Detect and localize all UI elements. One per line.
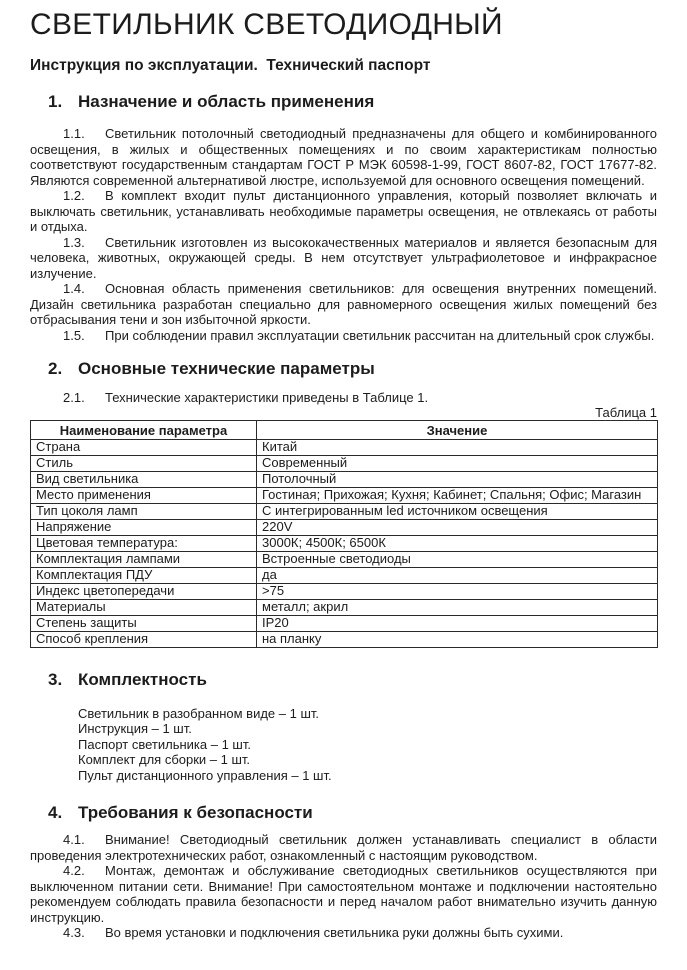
param-cell: Тип цоколя ламп xyxy=(31,503,257,519)
column-header-value: Значение xyxy=(257,420,658,439)
kit-list-item-passport: Паспорт светильника – 1 шт. xyxy=(78,736,251,752)
paragraph-1-4 xyxy=(30,281,657,328)
paragraph-2-1-number: 2.1. xyxy=(63,390,85,405)
spec-table xyxy=(30,420,658,648)
kit-list-item-lamp: Светильник в разобранном виде – 1 шт. xyxy=(78,705,320,721)
section-1-heading xyxy=(30,92,657,112)
section-3-number: 3. xyxy=(48,669,63,689)
paragraph-1-2 xyxy=(30,188,657,235)
paragraph-4-3-number: 4.3. xyxy=(63,925,85,940)
kit-list-item-remote: Пульт дистанционного управления – 1 шт. xyxy=(78,767,332,783)
value-cell: Потолочный xyxy=(257,471,658,487)
kit-list-item-manual: Инструкция – 1 шт. xyxy=(78,721,192,736)
paragraph-4-1 xyxy=(30,832,657,863)
value-cell: Современный xyxy=(257,455,658,471)
param-cell: Индекс цветопередачи xyxy=(31,583,257,599)
table-row-socket xyxy=(31,503,658,519)
document-title: СВЕТИЛЬНИК СВЕТОДИОДНЫЙ xyxy=(30,8,503,41)
section-2-body xyxy=(30,390,657,406)
kit-list-item-assembly-kit: Комплект для сборки – 1 шт. xyxy=(78,752,251,767)
value-cell: 3000К; 4500К; 6500К xyxy=(257,535,658,551)
paragraph-4-2-number: 4.2. xyxy=(63,863,85,878)
param-cell: Материалы xyxy=(31,599,257,615)
param-cell: Место применения xyxy=(31,487,257,503)
table-row-cri xyxy=(31,583,658,599)
paragraph-4-2-text: Монтаж, демонтаж и обслуживание светодиодных светильников осуществляются при выключенном питании сети. Внимание! При самостоятельном монтаже и подключении настоятельно рекомендуем соблюдать правила безопасности и перед началом работ внимательно изучить данную инструкцию. xyxy=(30,863,657,925)
table-row-style xyxy=(31,455,658,471)
paragraph-1-2-text: В комплект входит пульт дистанционного управления, который позволяет включать и выключать светильник, устанавливать необходимые параметры освещения, не отвлекаясь от работы и отдыха. xyxy=(30,188,657,234)
param-cell: Способ крепления xyxy=(31,631,257,647)
section-4-number: 4. xyxy=(48,803,63,822)
paragraph-1-1-text: Светильник потолочный светодиодный предназначены для общего и комбинированного освещения, в жилых и общественных помещениях и по своим характеристикам полностью соответствуют государственным стандартам ГОСТ Р МЭК 60598-1-99, ГОСТ 8607-82, ГОСТ 17677-82. Являются современной альтернативой люстре, используемой для основного освещения помещений. xyxy=(30,126,657,188)
paragraph-1-4-number: 1.4. xyxy=(63,281,85,296)
paragraph-2-1-text: Технические характеристики приведены в Таблице 1. xyxy=(105,390,429,405)
param-cell: Вид светильника xyxy=(31,471,257,487)
value-cell: >75 xyxy=(257,583,658,599)
paragraph-2-1 xyxy=(30,390,657,406)
paragraph-1-3-text: Светильник изготовлен из высококачественных материалов и является безопасным для человека, животных, окружающей среды. В нем отсутствует ультрафиолетовое и инфракрасное излучение. xyxy=(30,234,657,281)
section-2-heading xyxy=(30,359,657,379)
param-cell: Степень защиты xyxy=(31,615,257,631)
document-subtitle: Инструкция по эксплуатации. Технический паспорт xyxy=(30,57,431,74)
spec-table-header-row xyxy=(31,420,658,439)
section-4-body xyxy=(30,832,657,941)
value-cell: Гостиная; Прихожая; Кухня; Кабинет; Спальня; Офис; Магазин xyxy=(257,487,658,503)
section-1-body xyxy=(30,126,657,343)
param-cell: Напряжение xyxy=(31,519,257,535)
table-row-country xyxy=(31,439,658,455)
value-cell: Встроенные светодиоды xyxy=(257,551,658,567)
paragraph-1-4-text: Основная область применения светильников: для освещения внутренних помещений. Дизайн светильника разработан специально для равномерного освещения жилых помещений без отбрасывания тени и зон избыточной яркости. xyxy=(30,281,657,327)
paragraph-1-5-number: 1.5. xyxy=(63,327,85,343)
paragraph-4-1-text: Внимание! Светодиодный светильник должен устанавливать специалист в области проведения электротехнических работ, ознакомленный с настоящим руководством. xyxy=(30,832,657,863)
paragraph-4-3-text: Во время установки и подключения светильника руки должны быть сухими. xyxy=(105,925,564,940)
table-row-type xyxy=(31,471,658,487)
table-row-location xyxy=(31,487,658,503)
paragraph-1-3 xyxy=(30,235,657,282)
table-row-color-temp xyxy=(31,535,658,551)
paragraph-1-1-number: 1.1. xyxy=(63,126,85,141)
value-cell: на планку xyxy=(257,631,658,647)
section-1-number: 1. xyxy=(48,92,63,111)
value-cell: Китай xyxy=(257,439,658,455)
paragraph-1-1 xyxy=(30,126,657,188)
paragraph-1-3-number: 1.3. xyxy=(63,234,85,250)
param-cell: Комплектация ПДУ xyxy=(31,567,257,583)
value-cell: С интегрированным led источником освещения xyxy=(257,503,658,519)
paragraph-4-3 xyxy=(30,925,657,941)
param-cell: Страна xyxy=(31,439,257,455)
table-row-lamps xyxy=(31,551,658,567)
section-2-number: 2. xyxy=(48,359,63,378)
paragraph-4-2 xyxy=(30,863,657,925)
section-4-heading xyxy=(30,803,657,823)
param-cell: Комплектация лампами xyxy=(31,551,257,567)
section-4-title: Требования к безопасности xyxy=(78,803,313,822)
table-row-voltage xyxy=(31,519,658,535)
param-cell: Стиль xyxy=(31,455,257,471)
kit-list xyxy=(30,706,657,784)
value-cell: да xyxy=(257,567,658,583)
table-row-materials xyxy=(31,599,658,615)
value-cell: металл; акрил xyxy=(257,599,658,615)
param-cell: Цветовая температура: xyxy=(31,535,257,551)
paragraph-1-5-text: При соблюдении правил эксплуатации светильник рассчитан на длительный срок службы. xyxy=(105,327,655,343)
value-cell: 220V xyxy=(257,519,658,535)
value-cell: IP20 xyxy=(257,615,658,631)
paragraph-1-5 xyxy=(30,328,657,344)
section-1-title: Назначение и область применения xyxy=(78,92,375,111)
paragraph-1-2-number: 1.2. xyxy=(63,188,85,203)
section-3-title: Комплектность xyxy=(78,669,207,689)
table-caption: Таблица 1 xyxy=(595,404,657,420)
table-row-mounting xyxy=(31,631,658,647)
column-header-parameter: Наименование параметра xyxy=(31,420,257,439)
section-3-heading xyxy=(30,670,657,690)
section-2-title: Основные технические параметры xyxy=(78,359,375,378)
paragraph-4-1-number: 4.1. xyxy=(63,832,85,847)
table-row-ip xyxy=(31,615,658,631)
table-row-remote xyxy=(31,567,658,583)
